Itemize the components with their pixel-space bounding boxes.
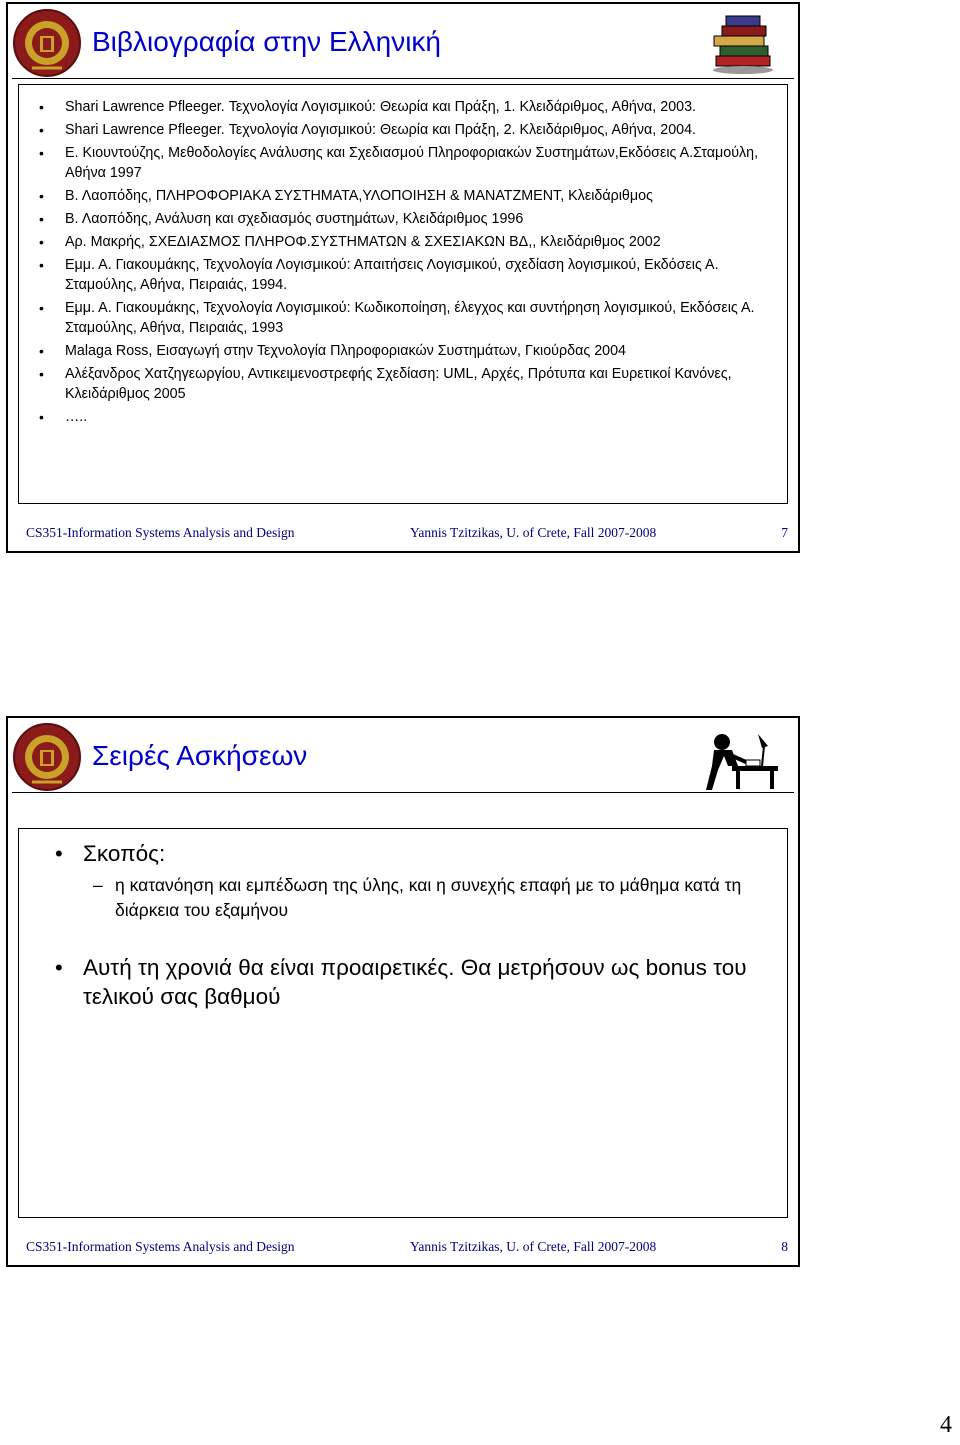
footer-course: CS351-Information Systems Analysis and Design: [26, 1239, 295, 1254]
bullet-label: Σκοπός:: [83, 841, 166, 866]
page-number: 4: [940, 1412, 952, 1438]
slide-title: Σειρές Ασκήσεων: [92, 740, 308, 771]
sub-bullet-text: η κατανόηση και εμπέδωση της ύλης, και η συνεχής επαφή με το μάθημα κατά τη διάρκεια του εξαμήνου: [115, 875, 742, 920]
list-item: • Β. Λαοπόδης, Ανάλυση και σχεδιασμός συστημάτων, Κλειδάριθμος 1996: [29, 209, 777, 229]
slide-footer: [26, 525, 792, 543]
title-divider: [12, 792, 794, 793]
list-item: • Shari Lawrence Pfleeger. Τεχνολογία Λογισμικού: Θεωρία και Πράξη, 2. Κλειδάριθμος, Αθήνα, 2004.: [29, 120, 777, 140]
footer-slide-number: 8: [781, 1239, 788, 1254]
references-box: [18, 84, 788, 504]
list-item: • Β. Λαοπόδης, ΠΛΗΡΟΦΟΡΙΑΚΑ ΣΥΣΤΗΜΑΤΑ,ΥΛΟΠΟΙΗΣΗ & ΜΑΝΑΤΖΜΕΝΤ, Κλειδάριθμος: [29, 186, 777, 206]
list-item: • Αλέξανδρος Χατζηγεωργίου, Αντικειμενοστρεφής Σχεδίαση: UML, Αρχές, Πρότυπα και Ευρετικοί Κανόνες, Κλειδάριθμος 2005: [29, 364, 777, 404]
university-seal-icon: [12, 8, 82, 78]
footer-slide-number: 7: [781, 525, 788, 540]
slide-footer: [26, 1239, 792, 1257]
list-item: • …..: [29, 407, 777, 427]
content-box: [18, 828, 788, 1218]
footer-course: CS351-Information Systems Analysis and Design: [26, 525, 295, 540]
slide-title: Βιβλιογραφία στην Ελληνική: [92, 26, 441, 57]
university-seal-icon: [12, 722, 82, 792]
list-item: • Ε. Κιουντούζης, Μεθοδολογίες Ανάλυσης και Σχεδιασμού Πληροφοριακών Συστημάτων,Εκδόσεις Α.Σταμούλη, Αθήνα 1997: [29, 143, 777, 183]
person-at-desk-icon: [702, 726, 782, 792]
bullet-optional: • Αυτή τη χρονιά θα είναι προαιρετικές. Θα μετρήσουν ως bonus του τελικού σας βαθμού: [55, 955, 747, 1009]
bullet-purpose: • Σκοπός:: [55, 841, 166, 866]
list-item: • Εμμ. Α. Γιακουμάκης, Τεχνολογία Λογισμικού: Κωδικοποίηση, έλεγχος και συντήρηση λογισμικού, Εκδόσεις Α. Σταμούλης, Αθήνα, Πειραιάς, 1993: [29, 298, 777, 338]
footer-author: Yannis Tzitzikas, U. of Crete, Fall 2007-2008: [410, 1239, 657, 1254]
slide-8: [6, 716, 800, 1267]
references-list: [19, 85, 787, 427]
list-item: • Malaga Ross, Εισαγωγή στην Τεχνολογία Πληροφοριακών Συστημάτων, Γκιούρδας 2004: [29, 341, 777, 361]
list-item: • Αρ. Μακρής, ΣΧΕΔΙΑΣΜΟΣ ΠΛΗΡΟΦ.ΣΥΣΤΗΜΑΤΩΝ & ΣΧΕΣΙΑΚΩΝ ΒΔ,, Κλειδάριθμος 2002: [29, 232, 777, 252]
footer-author: Yannis Tzitzikas, U. of Crete, Fall 2007-2008: [410, 525, 657, 540]
list-item: • Shari Lawrence Pfleeger. Τεχνολογία Λογισμικού: Θεωρία και Πράξη, 1. Κλειδάριθμος, Αθήνα, 2003.: [29, 97, 777, 117]
bullet-text: Αυτή τη χρονιά θα είναι προαιρετικές. Θα μετρήσουν ως bonus του τελικού σας βαθμού: [83, 955, 747, 1009]
sub-bullet: – η κατανόηση και εμπέδωση της ύλης, και η συνεχής επαφή με το μάθημα κατά τη διάρκεια του εξαμήνου: [93, 875, 742, 920]
books-stack-icon: [708, 12, 778, 78]
list-item: • Εμμ. Α. Γιακουμάκης, Τεχνολογία Λογισμικού: Απαιτήσεις Λογισμικού, σχεδίαση λογισμικού, Εκδόσεις Α. Σταμούλης, Αθήνα, Πειραιάς, 1994.: [29, 255, 777, 295]
title-divider: [12, 78, 794, 79]
slide-7: [6, 2, 800, 553]
